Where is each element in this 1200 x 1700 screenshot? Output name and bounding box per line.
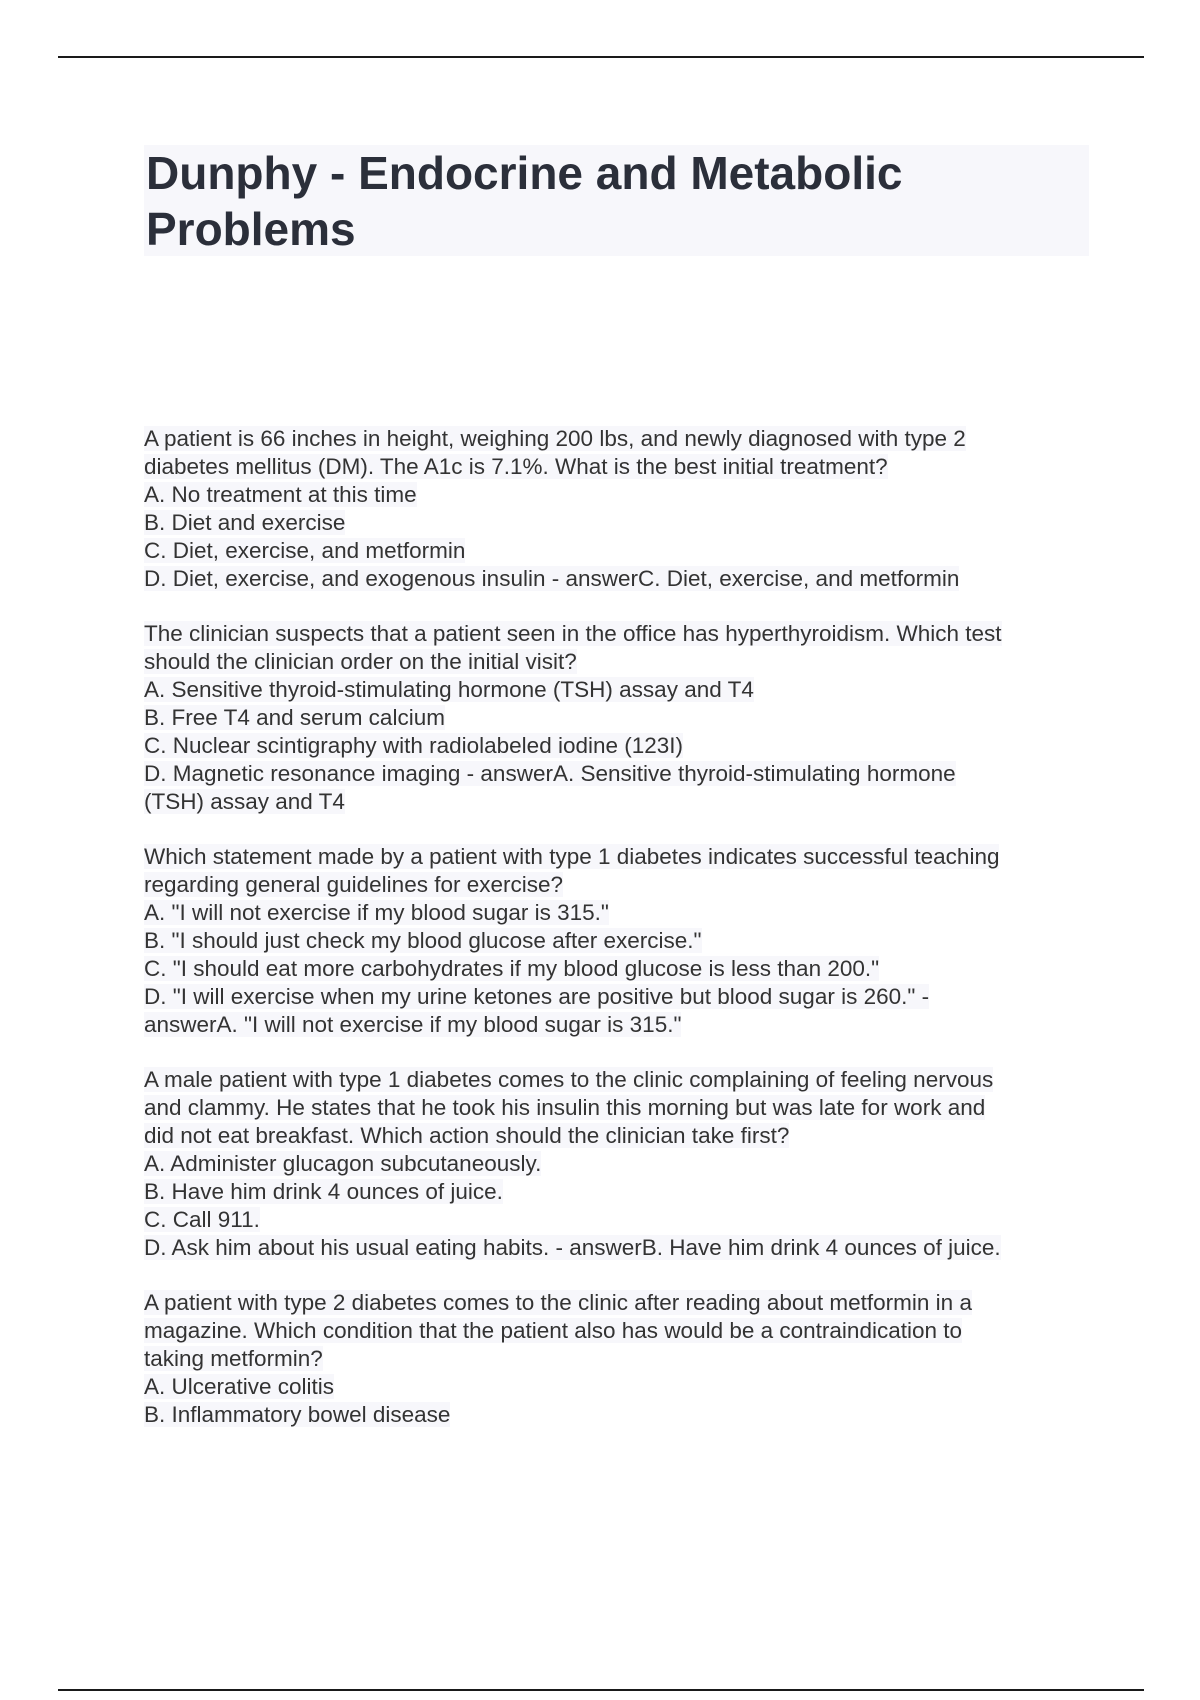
answer-option: A. Administer glucagon subcutaneously. — [144, 1151, 542, 1176]
answer-option: B. Inflammatory bowel disease — [144, 1402, 451, 1427]
question-line: Which statement made by a patient with type 1 diabetes indicates successful teaching — [144, 844, 1000, 869]
question-block — [144, 1289, 1089, 1429]
question-line: A male patient with type 1 diabetes comes to the clinic complaining of feeling nervous — [144, 1067, 994, 1092]
answer-option: (TSH) assay and T4 — [144, 789, 345, 814]
question-block — [144, 425, 1089, 593]
question-line: should the clinician order on the initial visit? — [144, 649, 577, 674]
top-rule — [58, 56, 1144, 58]
bottom-rule — [58, 1689, 1144, 1691]
question-line: The clinician suspects that a patient seen in the office has hyperthyroidism. Which test — [144, 621, 1002, 646]
answer-option: C. Diet, exercise, and metformin — [144, 538, 466, 563]
answer-option: D. Diet, exercise, and exogenous insulin - answerC. Diet, exercise, and metformin — [144, 566, 960, 591]
answer-option: D. "I will exercise when my urine ketones are positive but blood sugar is 260." - — [144, 984, 930, 1009]
answer-option: B. "I should just check my blood glucose after exercise." — [144, 928, 702, 953]
answer-option: B. Diet and exercise — [144, 510, 346, 535]
answer-option: D. Magnetic resonance imaging - answerA. Sensitive thyroid-stimulating hormone — [144, 761, 956, 786]
answer-option: C. Nuclear scintigraphy with radiolabeled iodine (123I) — [144, 733, 684, 758]
answer-option: B. Free T4 and serum calcium — [144, 705, 445, 730]
answer-option: C. "I should eat more carbohydrates if my blood glucose is less than 200." — [144, 956, 880, 981]
question-block — [144, 620, 1089, 816]
question-line: did not eat breakfast. Which action should the clinician take first? — [144, 1123, 790, 1148]
question-line: diabetes mellitus (DM). The A1c is 7.1%. What is the best initial treatment? — [144, 454, 888, 479]
question-line: magazine. Which condition that the patient also has would be a contraindication to — [144, 1318, 963, 1343]
document-body — [144, 425, 1089, 1456]
answer-option: D. Ask him about his usual eating habits. - answerB. Have him drink 4 ounces of juice. — [144, 1235, 1001, 1260]
answer-option: A. No treatment at this time — [144, 482, 417, 507]
question-line: and clammy. He states that he took his insulin this morning but was late for work and — [144, 1095, 986, 1120]
question-line: taking metformin? — [144, 1346, 323, 1371]
title-block — [144, 145, 1089, 256]
question-line: A patient is 66 inches in height, weighing 200 lbs, and newly diagnosed with type 2 — [144, 426, 966, 451]
answer-option: A. Ulcerative colitis — [144, 1374, 335, 1399]
question-block — [144, 1066, 1089, 1262]
question-line: regarding general guidelines for exercise? — [144, 872, 564, 897]
answer-option: C. Call 911. — [144, 1207, 260, 1232]
answer-option: A. "I will not exercise if my blood sugar is 315." — [144, 900, 609, 925]
question-block — [144, 843, 1089, 1039]
answer-option: B. Have him drink 4 ounces of juice. — [144, 1179, 503, 1204]
answer-option: answerA. "I will not exercise if my blood sugar is 315." — [144, 1012, 682, 1037]
question-line: A patient with type 2 diabetes comes to the clinic after reading about metformin in a — [144, 1290, 972, 1315]
answer-option: A. Sensitive thyroid-stimulating hormone (TSH) assay and T4 — [144, 677, 754, 702]
document-title: Dunphy - Endocrine and Metabolic Problems — [146, 147, 903, 255]
